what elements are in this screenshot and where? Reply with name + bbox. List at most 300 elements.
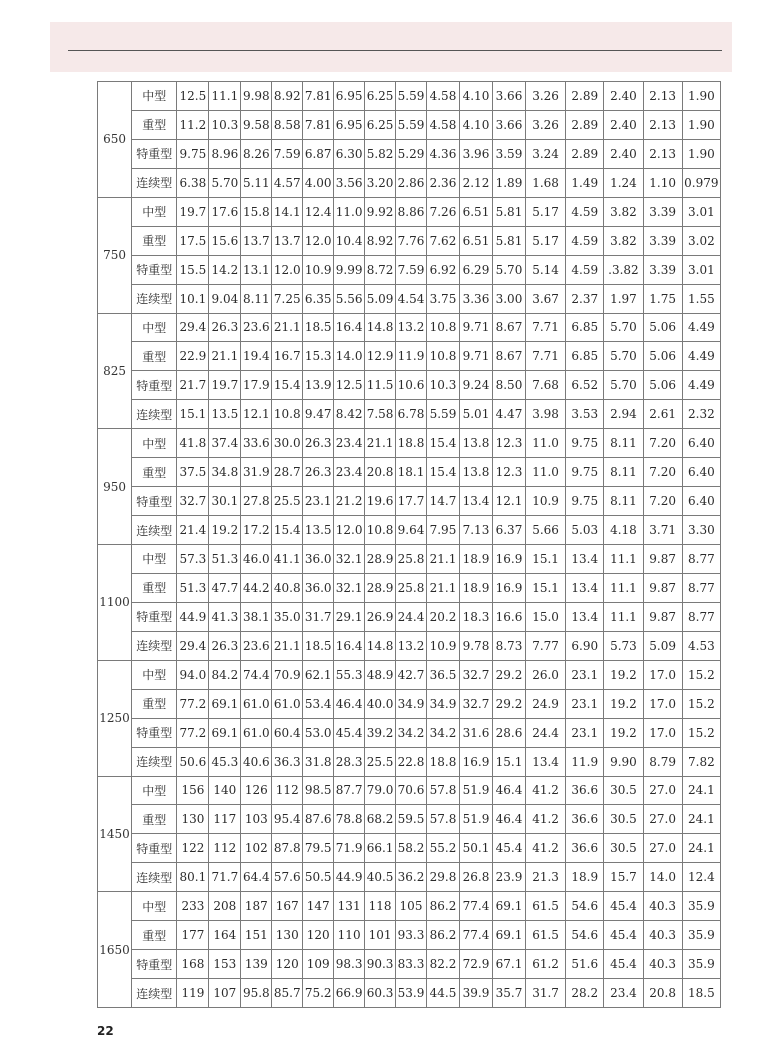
type-cell: 重型 xyxy=(132,689,177,718)
value-cell: 112 xyxy=(209,834,241,863)
value-cell: 14.0 xyxy=(334,342,365,371)
value-cell: 10.3 xyxy=(209,110,241,139)
value-cell: 233 xyxy=(177,892,209,921)
value-cell: 34.2 xyxy=(426,718,459,747)
value-cell: 53.4 xyxy=(303,689,334,718)
value-cell: 13.2 xyxy=(396,313,427,342)
value-cell: 168 xyxy=(177,950,209,979)
value-cell: 7.71 xyxy=(525,313,565,342)
value-cell: 24.4 xyxy=(396,602,427,631)
value-cell: 13.2 xyxy=(396,631,427,660)
value-cell: 187 xyxy=(241,892,272,921)
value-cell: 5.09 xyxy=(643,631,682,660)
value-cell: 31.9 xyxy=(241,458,272,487)
type-cell: 中型 xyxy=(132,429,177,458)
value-cell: 3.75 xyxy=(426,284,459,313)
table-row xyxy=(98,458,721,487)
type-cell: 中型 xyxy=(132,892,177,921)
value-cell: 46.4 xyxy=(492,776,525,805)
value-cell: 90.3 xyxy=(365,950,396,979)
value-cell: 36.0 xyxy=(303,573,334,602)
value-cell: 8.77 xyxy=(682,545,720,574)
value-cell: 6.30 xyxy=(334,139,365,168)
value-cell: 18.9 xyxy=(459,545,492,574)
value-cell: 5.81 xyxy=(492,226,525,255)
value-cell: 34.9 xyxy=(396,689,427,718)
value-cell: 103 xyxy=(241,805,272,834)
value-cell: 45.4 xyxy=(604,950,643,979)
value-cell: 18.8 xyxy=(426,747,459,776)
value-cell: 14.1 xyxy=(272,197,303,226)
type-cell: 中型 xyxy=(132,776,177,805)
value-cell: 3.30 xyxy=(682,516,720,545)
value-cell: 3.39 xyxy=(643,197,682,226)
value-cell: 3.82 xyxy=(604,226,643,255)
value-cell: 13.8 xyxy=(459,429,492,458)
value-cell: 15.2 xyxy=(682,689,720,718)
value-cell: 44.9 xyxy=(177,602,209,631)
value-cell: 6.40 xyxy=(682,458,720,487)
type-cell: 连续型 xyxy=(132,168,177,197)
value-cell: 12.1 xyxy=(241,400,272,429)
value-cell: 6.87 xyxy=(303,139,334,168)
value-cell: 8.77 xyxy=(682,573,720,602)
value-cell: 5.59 xyxy=(396,110,427,139)
value-cell: 22.9 xyxy=(177,342,209,371)
value-cell: 60.3 xyxy=(365,979,396,1008)
value-cell: 11.9 xyxy=(396,342,427,371)
value-cell: 2.89 xyxy=(566,139,604,168)
value-cell: 6.37 xyxy=(492,516,525,545)
value-cell: 23.1 xyxy=(566,718,604,747)
table-row xyxy=(98,226,721,255)
value-cell: 5.59 xyxy=(426,400,459,429)
value-cell: 62.1 xyxy=(303,660,334,689)
type-cell: 重型 xyxy=(132,921,177,950)
type-cell: 重型 xyxy=(132,573,177,602)
type-cell: 重型 xyxy=(132,805,177,834)
value-cell: 25.8 xyxy=(396,545,427,574)
value-cell: 8.50 xyxy=(492,371,525,400)
value-cell: 5.81 xyxy=(492,197,525,226)
value-cell: 25.5 xyxy=(272,487,303,516)
value-cell: 131 xyxy=(334,892,365,921)
value-cell: 51.9 xyxy=(459,776,492,805)
value-cell: 12.1 xyxy=(492,487,525,516)
value-cell: 6.52 xyxy=(566,371,604,400)
value-cell: 7.68 xyxy=(525,371,565,400)
value-cell: 87.6 xyxy=(303,805,334,834)
value-cell: 130 xyxy=(272,921,303,950)
value-cell: 118 xyxy=(365,892,396,921)
value-cell: 12.3 xyxy=(492,429,525,458)
table-row xyxy=(98,342,721,371)
table-row xyxy=(98,545,721,574)
value-cell: 3.39 xyxy=(643,255,682,284)
value-cell: 4.18 xyxy=(604,516,643,545)
value-cell: 44.5 xyxy=(426,979,459,1008)
value-cell: 112 xyxy=(272,776,303,805)
value-cell: 7.20 xyxy=(643,429,682,458)
value-cell: 18.5 xyxy=(303,631,334,660)
value-cell: 35.9 xyxy=(682,892,720,921)
type-cell: 连续型 xyxy=(132,747,177,776)
table-row xyxy=(98,921,721,950)
value-cell: 107 xyxy=(209,979,241,1008)
value-cell: 11.0 xyxy=(334,197,365,226)
value-cell: 16.9 xyxy=(459,747,492,776)
value-cell: 18.5 xyxy=(303,313,334,342)
value-cell: 14.2 xyxy=(209,255,241,284)
value-cell: 37.5 xyxy=(177,458,209,487)
value-cell: 13.4 xyxy=(566,602,604,631)
value-cell: 13.7 xyxy=(241,226,272,255)
value-cell: 24.4 xyxy=(525,718,565,747)
value-cell: 164 xyxy=(209,921,241,950)
value-cell: 69.1 xyxy=(209,689,241,718)
value-cell: 11.0 xyxy=(525,458,565,487)
value-cell: 11.2 xyxy=(177,110,209,139)
value-cell: 156 xyxy=(177,776,209,805)
value-cell: .3.82 xyxy=(604,255,643,284)
value-cell: 4.00 xyxy=(303,168,334,197)
value-cell: 15.6 xyxy=(209,226,241,255)
value-cell: 7.20 xyxy=(643,458,682,487)
value-cell: 5.17 xyxy=(525,226,565,255)
value-cell: 32.7 xyxy=(177,487,209,516)
value-cell: 31.8 xyxy=(303,747,334,776)
value-cell: 17.0 xyxy=(643,660,682,689)
value-cell: 2.13 xyxy=(643,82,682,111)
value-cell: 20.8 xyxy=(365,458,396,487)
value-cell: 6.35 xyxy=(303,284,334,313)
value-cell: 130 xyxy=(177,805,209,834)
value-cell: 18.1 xyxy=(396,458,427,487)
value-cell: 7.71 xyxy=(525,342,565,371)
table-row xyxy=(98,892,721,921)
value-cell: 38.1 xyxy=(241,602,272,631)
value-cell: 122 xyxy=(177,834,209,863)
value-cell: 53.9 xyxy=(396,979,427,1008)
value-cell: 3.53 xyxy=(566,400,604,429)
value-cell: 109 xyxy=(303,950,334,979)
value-cell: 12.0 xyxy=(272,255,303,284)
type-cell: 特重型 xyxy=(132,834,177,863)
value-cell: 17.6 xyxy=(209,197,241,226)
value-cell: 15.1 xyxy=(525,545,565,574)
value-cell: 29.1 xyxy=(334,602,365,631)
value-cell: 15.8 xyxy=(241,197,272,226)
value-cell: 68.2 xyxy=(365,805,396,834)
value-cell: 24.1 xyxy=(682,776,720,805)
value-cell: 16.6 xyxy=(492,602,525,631)
page-number: 22 xyxy=(97,1024,114,1038)
value-cell: 80.1 xyxy=(177,863,209,892)
value-cell: 18.3 xyxy=(459,602,492,631)
type-cell: 重型 xyxy=(132,110,177,139)
value-cell: 167 xyxy=(272,892,303,921)
type-cell: 连续型 xyxy=(132,284,177,313)
value-cell: 6.95 xyxy=(334,110,365,139)
value-cell: 35.9 xyxy=(682,950,720,979)
value-cell: 105 xyxy=(396,892,427,921)
value-cell: 57.3 xyxy=(177,545,209,574)
value-cell: 18.9 xyxy=(566,863,604,892)
value-cell: 70.6 xyxy=(396,776,427,805)
value-cell: 6.90 xyxy=(566,631,604,660)
value-cell: 7.62 xyxy=(426,226,459,255)
value-cell: 1.49 xyxy=(566,168,604,197)
value-cell: 35.9 xyxy=(682,921,720,950)
value-cell: 6.51 xyxy=(459,197,492,226)
value-cell: 77.4 xyxy=(459,892,492,921)
value-cell: 10.6 xyxy=(396,371,427,400)
value-cell: 7.81 xyxy=(303,82,334,111)
value-cell: 119 xyxy=(177,979,209,1008)
type-cell: 特重型 xyxy=(132,255,177,284)
size-cell: 750 xyxy=(98,197,132,313)
value-cell: 9.98 xyxy=(241,82,272,111)
value-cell: 3.02 xyxy=(682,226,720,255)
value-cell: 17.7 xyxy=(396,487,427,516)
value-cell: 2.40 xyxy=(604,82,643,111)
value-cell: 40.0 xyxy=(365,689,396,718)
value-cell: 5.70 xyxy=(604,342,643,371)
value-cell: 12.0 xyxy=(334,516,365,545)
type-cell: 中型 xyxy=(132,82,177,111)
value-cell: 45.4 xyxy=(492,834,525,863)
value-cell: 75.2 xyxy=(303,979,334,1008)
value-cell: 5.29 xyxy=(396,139,427,168)
value-cell: 140 xyxy=(209,776,241,805)
value-cell: 34.2 xyxy=(396,718,427,747)
value-cell: 30.5 xyxy=(604,776,643,805)
value-cell: 21.2 xyxy=(334,487,365,516)
value-cell: 6.78 xyxy=(396,400,427,429)
value-cell: 23.1 xyxy=(566,660,604,689)
value-cell: 27.0 xyxy=(643,834,682,863)
value-cell: 34.9 xyxy=(426,689,459,718)
value-cell: 58.2 xyxy=(396,834,427,863)
type-cell: 特重型 xyxy=(132,950,177,979)
value-cell: 8.96 xyxy=(209,139,241,168)
value-cell: 41.2 xyxy=(525,805,565,834)
value-cell: 23.1 xyxy=(566,689,604,718)
value-cell: 5.14 xyxy=(525,255,565,284)
value-cell: 28.7 xyxy=(272,458,303,487)
value-cell: 3.00 xyxy=(492,284,525,313)
value-cell: 7.82 xyxy=(682,747,720,776)
value-cell: 7.81 xyxy=(303,110,334,139)
table-row xyxy=(98,660,721,689)
value-cell: 26.3 xyxy=(209,631,241,660)
value-cell: 8.92 xyxy=(365,226,396,255)
value-cell: 59.5 xyxy=(396,805,427,834)
table-row xyxy=(98,429,721,458)
value-cell: 74.4 xyxy=(241,660,272,689)
value-cell: 6.25 xyxy=(365,82,396,111)
value-cell: 10.8 xyxy=(272,400,303,429)
value-cell: 61.5 xyxy=(525,921,565,950)
value-cell: 29.2 xyxy=(492,660,525,689)
value-cell: 9.99 xyxy=(334,255,365,284)
value-cell: 4.59 xyxy=(566,255,604,284)
value-cell: 28.2 xyxy=(566,979,604,1008)
value-cell: 3.36 xyxy=(459,284,492,313)
value-cell: 2.40 xyxy=(604,139,643,168)
value-cell: 72.9 xyxy=(459,950,492,979)
table-row xyxy=(98,979,721,1008)
value-cell: 10.9 xyxy=(303,255,334,284)
value-cell: 19.2 xyxy=(604,718,643,747)
table-row xyxy=(98,255,721,284)
value-cell: 3.01 xyxy=(682,255,720,284)
table-row xyxy=(98,487,721,516)
value-cell: 37.4 xyxy=(209,429,241,458)
value-cell: 17.0 xyxy=(643,689,682,718)
size-cell: 950 xyxy=(98,429,132,545)
value-cell: 11.1 xyxy=(604,602,643,631)
value-cell: 3.98 xyxy=(525,400,565,429)
value-cell: 19.6 xyxy=(365,487,396,516)
value-cell: 87.8 xyxy=(272,834,303,863)
value-cell: 13.5 xyxy=(209,400,241,429)
value-cell: 28.6 xyxy=(492,718,525,747)
value-cell: 12.4 xyxy=(682,863,720,892)
value-cell: 60.4 xyxy=(272,718,303,747)
value-cell: 13.4 xyxy=(566,573,604,602)
value-cell: 69.1 xyxy=(209,718,241,747)
value-cell: 40.5 xyxy=(365,863,396,892)
type-cell: 重型 xyxy=(132,458,177,487)
value-cell: 36.6 xyxy=(566,776,604,805)
value-cell: 15.4 xyxy=(426,458,459,487)
value-cell: 2.89 xyxy=(566,110,604,139)
value-cell: 5.66 xyxy=(525,516,565,545)
value-cell: 4.59 xyxy=(566,197,604,226)
value-cell: 17.5 xyxy=(177,226,209,255)
value-cell: 95.8 xyxy=(241,979,272,1008)
value-cell: 77.2 xyxy=(177,689,209,718)
table-row xyxy=(98,573,721,602)
value-cell: 4.58 xyxy=(426,82,459,111)
value-cell: 61.0 xyxy=(272,689,303,718)
value-cell: 15.4 xyxy=(272,516,303,545)
value-cell: 6.92 xyxy=(426,255,459,284)
value-cell: 9.92 xyxy=(365,197,396,226)
value-cell: 53.0 xyxy=(303,718,334,747)
value-cell: 4.47 xyxy=(492,400,525,429)
value-cell: 66.9 xyxy=(334,979,365,1008)
table-row xyxy=(98,168,721,197)
value-cell: 28.3 xyxy=(334,747,365,776)
value-cell: 79.0 xyxy=(365,776,396,805)
value-cell: 9.78 xyxy=(459,631,492,660)
value-cell: 19.2 xyxy=(209,516,241,545)
value-cell: 8.73 xyxy=(492,631,525,660)
value-cell: 21.4 xyxy=(177,516,209,545)
value-cell: 0.979 xyxy=(682,168,720,197)
value-cell: 42.7 xyxy=(396,660,427,689)
value-cell: 4.57 xyxy=(272,168,303,197)
value-cell: 29.8 xyxy=(426,863,459,892)
type-cell: 中型 xyxy=(132,313,177,342)
value-cell: 28.9 xyxy=(365,573,396,602)
table-row xyxy=(98,863,721,892)
table-row xyxy=(98,776,721,805)
value-cell: 57.6 xyxy=(272,863,303,892)
value-cell: 69.1 xyxy=(492,921,525,950)
value-cell: 30.5 xyxy=(604,805,643,834)
type-cell: 连续型 xyxy=(132,400,177,429)
value-cell: 27.0 xyxy=(643,776,682,805)
value-cell: 4.54 xyxy=(396,284,427,313)
value-cell: 35.0 xyxy=(272,602,303,631)
table-row xyxy=(98,747,721,776)
value-cell: 13.4 xyxy=(566,545,604,574)
type-cell: 中型 xyxy=(132,545,177,574)
value-cell: 41.2 xyxy=(525,776,565,805)
value-cell: 120 xyxy=(272,950,303,979)
value-cell: 86.2 xyxy=(426,921,459,950)
value-cell: 46.0 xyxy=(241,545,272,574)
value-cell: 21.1 xyxy=(272,631,303,660)
value-cell: 8.11 xyxy=(241,284,272,313)
value-cell: 39.2 xyxy=(365,718,396,747)
value-cell: 46.4 xyxy=(492,805,525,834)
value-cell: 1.90 xyxy=(682,139,720,168)
value-cell: 177 xyxy=(177,921,209,950)
value-cell: 5.03 xyxy=(566,516,604,545)
value-cell: 23.1 xyxy=(303,487,334,516)
value-cell: 57.8 xyxy=(426,805,459,834)
value-cell: 20.2 xyxy=(426,602,459,631)
value-cell: 61.5 xyxy=(525,892,565,921)
value-cell: 9.71 xyxy=(459,313,492,342)
value-cell: 139 xyxy=(241,950,272,979)
value-cell: 9.64 xyxy=(396,516,427,545)
type-cell: 特重型 xyxy=(132,602,177,631)
value-cell: 36.3 xyxy=(272,747,303,776)
value-cell: 24.9 xyxy=(525,689,565,718)
value-cell: 98.3 xyxy=(334,950,365,979)
value-cell: 9.87 xyxy=(643,573,682,602)
value-cell: 16.4 xyxy=(334,631,365,660)
value-cell: 21.7 xyxy=(177,371,209,400)
value-cell: 26.8 xyxy=(459,863,492,892)
value-cell: 8.42 xyxy=(334,400,365,429)
table-row xyxy=(98,82,721,111)
value-cell: 8.86 xyxy=(396,197,427,226)
value-cell: 15.4 xyxy=(426,429,459,458)
value-cell: 54.6 xyxy=(566,921,604,950)
value-cell: 32.1 xyxy=(334,573,365,602)
value-cell: 29.4 xyxy=(177,313,209,342)
value-cell: 94.0 xyxy=(177,660,209,689)
value-cell: 23.4 xyxy=(604,979,643,1008)
value-cell: 8.67 xyxy=(492,313,525,342)
value-cell: 61.0 xyxy=(241,689,272,718)
value-cell: 5.01 xyxy=(459,400,492,429)
value-cell: 39.9 xyxy=(459,979,492,1008)
value-cell: 17.2 xyxy=(241,516,272,545)
value-cell: 31.7 xyxy=(525,979,565,1008)
value-cell: 77.4 xyxy=(459,921,492,950)
value-cell: 44.2 xyxy=(241,573,272,602)
value-cell: 3.01 xyxy=(682,197,720,226)
value-cell: 147 xyxy=(303,892,334,921)
value-cell: 50.6 xyxy=(177,747,209,776)
